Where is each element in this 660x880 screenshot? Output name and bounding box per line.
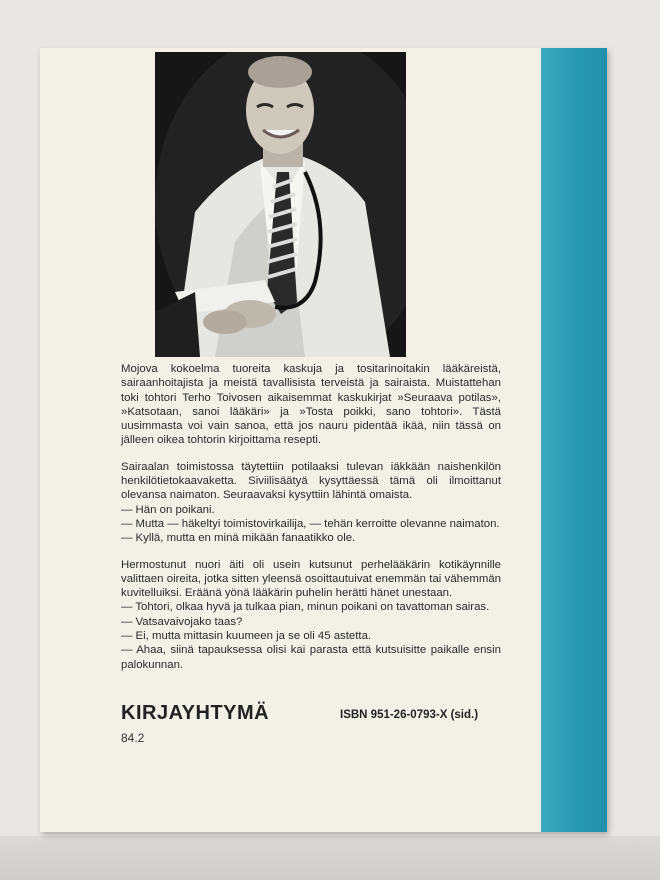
blurb-paragraph-anecdote-1: Sairaalan toimistossa täytettiin potilaaksi tulevan iäkkään naishenkilön henkilötietokaavaketta. Siviilisäätyä kysyttäessä tämä oli ilmoittanut olevansa naimaton. Seuraavaksi kysyttiin lähintä omaista. — Hän on poikani. — Mutta — häkeltyi toimistovirkailija, — tehän kerroitte olevanne naimaton. — Kyllä, mutta en minä mikään fanaatikko ole. bbox=[121, 460, 501, 545]
publisher-name: KIRJAYHTYMÄ bbox=[121, 702, 270, 724]
isbn-number: ISBN 951-26-0793-X (sid.) bbox=[340, 709, 479, 721]
author-portrait-photo bbox=[155, 52, 406, 357]
blurb-paragraph-anecdote-2: Hermostunut nuori äiti oli usein kutsunut perhelääkärin kotikäynnille valittaen oireita, jotka sitten yleensä osoittautuivat enemmän tai vähemmän kuvitelluiksi. Eräänä yönä lääkärin puhelin herätti hänet unestaan. — Tohtori, olkaa hyvä ja tulkaa pian, minun poikani on tavattoman sairas. — Vatsavaivojako taas? — Ei, mutta mittasin kuumeen ja se oli 45 astetta. — Ahaa, siinä tapauksessa olisi kai parasta että kutsuisitte paikalle ensin palokunnan. bbox=[121, 558, 501, 671]
book-back-cover bbox=[40, 48, 607, 832]
blurb-paragraph-intro: Mojova kokoelma tuoreita kaskuja ja tositarinoitakin lääkäreistä, sairaanhoitajista ja meistä tavallisista terveistä ja sairaista. Muistattehan toki tohtori Terho Toivosen aikaisemmat kaskukirjat »Seuraava potilas», »Katsotaan, sanoi lääkäri» ja »Tosta poikki, sano tohtori». Tästä uusimmasta voi vain sanoa, että jos nauru pidentää ikää, niin tässä on jälleen oikea tohtorin kirjoittama resepti. bbox=[121, 363, 501, 447]
table-surface bbox=[0, 836, 660, 880]
book-spine bbox=[541, 48, 607, 832]
blurb-text bbox=[121, 362, 501, 684]
classification-code: 84.2 bbox=[121, 731, 145, 745]
